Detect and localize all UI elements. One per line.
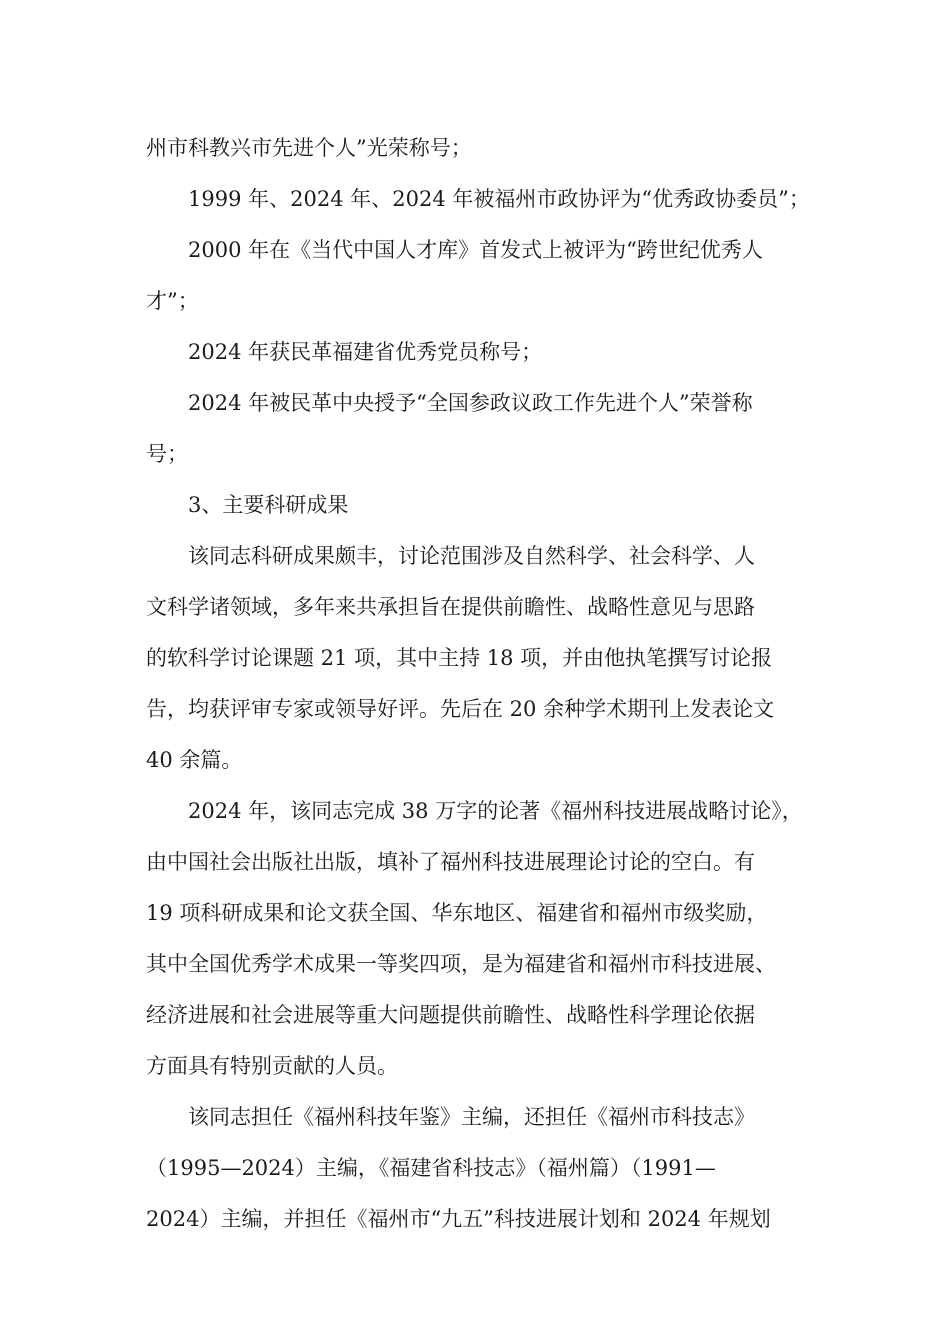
section-heading: 3、主要科研成果	[188, 493, 349, 517]
text-line: 才”；	[146, 289, 199, 313]
text-line: 文科学诸领域，多年来共承担旨在提供前瞻性、战略性意见与思路	[146, 595, 755, 619]
text-line: 2000 年在《当代中国人才库》首发式上被评为“跨世纪优秀人	[188, 238, 763, 262]
text-line: 1999 年、2024 年、2024 年被福州市政协评为“优秀政协委员”；	[188, 187, 810, 211]
text-line: 19 项科研成果和论文获全国、华东地区、福建省和福州市级奖励，	[146, 901, 768, 925]
text-line: 2024 年，该同志完成 38 万字的论著《福州科技进展战略讨论》，	[188, 799, 803, 823]
text-line: 其中全国优秀学术成果一等奖四项，是为福建省和福州市科技进展、	[146, 952, 776, 976]
text-line: 2024 年获民革福建省优秀党员称号；	[188, 340, 543, 364]
text-line: 的软科学讨论课题 21 项，其中主持 18 项，并由他执笔撰写讨论报	[146, 646, 773, 670]
text-line: 州市科教兴市先进个人”光荣称号；	[146, 136, 472, 160]
text-line: 经济进展和社会进展等重大问题提供前瞻性、战略性科学理论依据	[146, 1003, 755, 1027]
text-line: 2024）主编，并担任《福州市“九五”科技进展计划和 2024 年规划	[146, 1207, 771, 1231]
text-line: 号；	[146, 442, 188, 466]
text-line: （1995—2024）主编，《福建省科技志》（福州篇）（1991—	[146, 1156, 716, 1180]
text-line: 该同志担任《福州科技年鉴》主编，还担任《福州市科技志》	[188, 1105, 755, 1129]
text-line: 该同志科研成果颇丰，讨论范围涉及自然科学、社会科学、人	[188, 544, 755, 568]
text-line: 方面具有特别贡献的人员。	[146, 1054, 398, 1078]
text-line: 告，均获评审专家或领导好评。先后在 20 余种学术期刊上发表论文	[146, 697, 775, 721]
text-line: 由中国社会出版社出版，填补了福州科技进展理论讨论的空白。有	[146, 850, 755, 874]
text-line: 2024 年被民革中央授予“全国参政议政工作先进个人”荣誉称	[188, 391, 753, 415]
text-line: 40 余篇。	[146, 748, 243, 772]
